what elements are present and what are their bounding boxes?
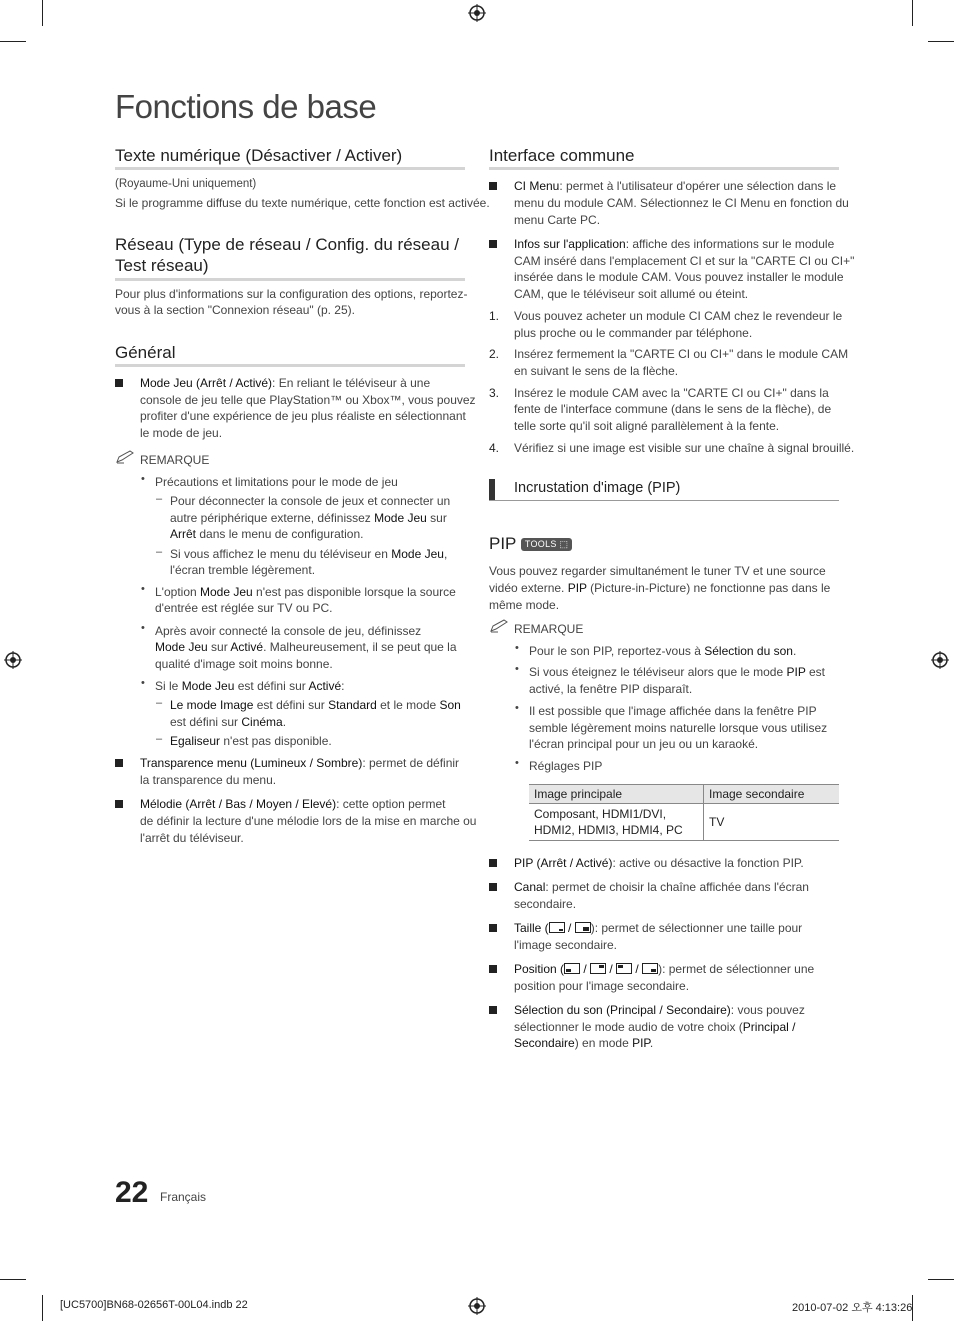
network-text-l2: vous à la section "Connexion réseau" (p. 25). xyxy=(115,303,355,317)
position-top-right-icon xyxy=(590,963,606,974)
tools-badge: TOOLS ⬚ xyxy=(521,538,572,551)
app-info-l2: CAM inséré dans l'emplacement CI et sur la "CARTE CI ou CI+" xyxy=(514,254,855,268)
game-mode-item-l1 xyxy=(140,375,430,392)
game-mode-label: Mode Jeu (Arrêt / Activé) xyxy=(140,376,273,390)
dash: – xyxy=(156,493,163,505)
transparency-item-l1: Transparence menu (Lumineux / Sombre): permet de définir xyxy=(140,756,460,770)
step-number: 2. xyxy=(489,347,500,361)
network-text-l1: Pour plus d'informations sur la configuration des options, reportez- xyxy=(115,287,468,301)
ci-menu-l3: menu Carte PC. xyxy=(514,213,601,227)
step-4: Vérifiez si une image est visible sur une chaîne à signal brouillé. xyxy=(514,441,855,455)
crop-mark xyxy=(912,0,913,26)
position-l1: Position ( / / / ): permet de sélectionner une xyxy=(514,962,815,976)
app-info-l3: insérée dans le module CAM. Vous pouvez installer le module xyxy=(514,270,844,284)
bullet-dot: • xyxy=(515,702,519,714)
melody-item-l1: Mélodie (Arrêt / Bas / Moyen / Elevé): cette option permet xyxy=(140,797,446,811)
digital-text-description: Si le programme diffuse du texte numérique, cette fonction est activée. xyxy=(115,196,490,210)
section-title-general: Général xyxy=(115,343,176,362)
ci-menu-l1: CI Menu: permet à l'utilisateur d'opérer une sélection dans le xyxy=(514,179,837,193)
position-bottom-left-icon xyxy=(564,963,580,974)
crop-mark xyxy=(928,1279,954,1280)
section-title-network-l1: Réseau (Type de réseau / Config. du réseau / xyxy=(115,235,459,254)
remark-item-1: Précautions et limitations pour le mode de jeu xyxy=(155,475,398,489)
step-2-l2: en suivant le sens de la flèche. xyxy=(514,364,679,378)
remark-item-2-l2: d'entrée est réglée sur TV ou PC. xyxy=(155,601,333,615)
size-small-icon xyxy=(549,922,565,933)
remark-label: REMARQUE xyxy=(514,622,584,636)
channel-l1: Canal: permet de choisir la chaîne affichée dans l'écran xyxy=(514,880,809,894)
section-rule xyxy=(115,167,465,170)
pip-remark-3-l3: l'écran principal pour un jeu ou un karaoké. xyxy=(529,737,759,751)
game-mode-item-l3: profiter d'une expérience de jeu plus réaliste en sélectionnant xyxy=(140,409,466,423)
melody-item-l3: l'arrêt du téléviseur. xyxy=(140,831,244,845)
sound-select-l3: Secondaire) en mode PIP. xyxy=(514,1036,654,1050)
remark-item-3-l1: Après avoir connecté la console de jeu, définissez xyxy=(155,624,422,638)
pip-remark-2-l1: Si vous éteignez le téléviseur alors que le mode PIP est xyxy=(529,665,825,679)
print-file-info: [UC5700]BN68-02656T-00L04.indb 22 xyxy=(60,1299,248,1311)
remark-sub-3-l2: est défini sur Cinéma. xyxy=(170,715,287,729)
pip-remark-4: Réglages PIP xyxy=(529,759,603,773)
bullet-square xyxy=(489,240,497,248)
bullet-square xyxy=(489,182,497,190)
section-title-network-l2: Test réseau) xyxy=(115,256,209,275)
pip-remark-1: Pour le son PIP, reportez-vous à Sélection du son. xyxy=(529,644,797,658)
remark-item-3-l2: Mode Jeu sur Activé. Malheureusement, il se peut que la xyxy=(155,640,457,654)
dash: – xyxy=(156,733,163,745)
registration-mark-icon xyxy=(931,651,949,669)
language-label: Français xyxy=(160,1190,207,1204)
pip-intro-l1: Vous pouvez regarder simultanément le tuner TV et une source xyxy=(489,564,826,578)
table-header: Image secondaire xyxy=(704,785,840,804)
section-title-digital-text: Texte numérique (Désactiver / Activer) xyxy=(115,146,403,165)
bullet-dot: • xyxy=(141,473,145,485)
dash: – xyxy=(156,546,163,558)
sound-select-l1: Sélection du son (Principal / Secondaire): vous pouvez xyxy=(514,1003,805,1017)
bullet-square xyxy=(115,759,123,767)
pip-settings-table xyxy=(529,784,839,841)
bullet-square xyxy=(115,379,123,387)
step-3-l1: Insérez le module CAM avec la "CARTE CI ou CI+" dans la xyxy=(514,386,829,400)
bullet-square xyxy=(489,965,497,973)
pip-remark-3-l1: Il est possible que l'image affichée dans la fenêtre PIP xyxy=(529,704,817,718)
bullet-square xyxy=(489,859,497,867)
bullet-dot: • xyxy=(515,642,519,654)
bullet-dot: • xyxy=(141,677,145,689)
section-rule xyxy=(115,364,465,367)
section-title-common-interface: Interface commune xyxy=(489,146,635,165)
size-large-icon xyxy=(575,922,591,933)
bullet-square xyxy=(489,924,497,932)
melody-item-l2: de définir la lecture d'une mélodie lors de la mise en marche ou xyxy=(140,814,477,828)
pencil-note-icon xyxy=(116,450,136,464)
remark-item-4: Si le Mode Jeu est défini sur Activé: xyxy=(155,679,345,693)
registration-mark-icon xyxy=(468,1297,486,1315)
registration-mark-icon xyxy=(468,4,486,22)
step-3-l3: telle sorte qu'il soit aligné parallèlement à la fente. xyxy=(514,419,780,433)
section-rule xyxy=(115,278,465,281)
crop-mark xyxy=(928,41,954,42)
size-l1: Taille ( / ): permet de sélectionner une taille pour xyxy=(514,921,803,935)
bullet-dot: • xyxy=(515,757,519,769)
game-mode-text: : En reliant le téléviseur à une xyxy=(272,376,431,390)
app-info-l1: Infos sur l'application: affiche des informations sur le module xyxy=(514,237,835,251)
pip-intro-l3: même mode. xyxy=(489,598,560,612)
subsection-title-pip: Incrustation d'image (PIP) xyxy=(514,480,681,496)
pip-remark-2-l2: activé, la fenêtre PIP disparaît. xyxy=(529,682,693,696)
registration-mark-icon xyxy=(4,651,22,669)
remark-sub-2-l2: l'écran tremble légèrement. xyxy=(170,563,316,577)
crop-mark xyxy=(42,1295,43,1321)
step-1-l2: plus proche ou le commander par téléphone. xyxy=(514,326,753,340)
page-title: Fonctions de base xyxy=(115,88,377,125)
game-mode-item-l4: le mode de jeu. xyxy=(140,426,223,440)
step-number: 4. xyxy=(489,441,500,455)
step-1-l1: Vous pouvez acheter un module CI CAM chez le revendeur le xyxy=(514,309,843,323)
crop-mark xyxy=(42,0,43,26)
bullet-dot: • xyxy=(141,583,145,595)
pip-remark-3-l2: semble légèrement moins naturelle lorsque vous utilisez xyxy=(529,721,828,735)
table-cell: TV xyxy=(704,804,840,841)
table-header: Image principale xyxy=(529,785,704,804)
remark-sub-1-l2: autre périphérique externe, définissez Mode Jeu sur xyxy=(170,511,447,525)
step-number: 3. xyxy=(489,386,500,400)
ci-menu-l2: menu du module CAM. Sélectionnez le CI Menu en fonction du xyxy=(514,196,849,210)
crop-mark xyxy=(0,41,26,42)
remark-sub-4: Egaliseur n'est pas disponible. xyxy=(170,734,332,748)
step-number: 1. xyxy=(489,309,500,323)
remark-sub-1-l1: Pour déconnecter la console de jeux et connecter un xyxy=(170,494,451,508)
transparency-item-l2: la transparence du menu. xyxy=(140,773,277,787)
step-3-l2: fente de l'interface commune (dans le sens de la flèche), de xyxy=(514,402,832,416)
channel-l2: secondaire. xyxy=(514,897,577,911)
size-l2: l'image secondaire. xyxy=(514,938,618,952)
pencil-note-icon xyxy=(490,619,510,633)
print-datetime: 2010-07-02 오후 4:13:26 xyxy=(792,1302,913,1314)
bullet-square xyxy=(115,800,123,808)
game-mode-item-l2: console de jeu telle que PlayStation™ ou Xbox™, vous pouvez xyxy=(140,393,476,407)
bullet-dot: • xyxy=(141,622,145,634)
position-l2: position pour l'image secondaire. xyxy=(514,979,690,993)
subsection-rule xyxy=(489,500,839,501)
dash: – xyxy=(156,697,163,709)
section-rule xyxy=(489,167,839,170)
table-cell: Composant, HDMI1/DVI, HDMI2, HDMI3, HDMI4, PC xyxy=(529,804,704,841)
remark-item-3-l3: qualité d'image soit moins bonne. xyxy=(155,657,333,671)
remark-sub-3-l1: Le mode Image est défini sur Standard et le mode Son xyxy=(170,698,461,712)
pip-title: PIP TOOLS ⬚ xyxy=(489,534,572,554)
page-number: 22 xyxy=(115,1176,149,1209)
sound-select-l2: sélectionner le mode audio de votre choix (Principal / xyxy=(514,1020,796,1034)
remark-label: REMARQUE xyxy=(140,453,210,467)
step-2-l1: Insérez fermement la "CARTE CI ou CI+" dans le module CAM xyxy=(514,347,849,361)
pip-intro-l2: vidéo externe. PIP (Picture-in-Picture) ne fonctionne pas dans le xyxy=(489,581,831,595)
position-top-left-icon xyxy=(616,963,632,974)
bullet-square xyxy=(489,1006,497,1014)
pip-onoff: PIP (Arrêt / Activé): active ou désactive la fonction PIP. xyxy=(514,856,804,870)
bullet-dot: • xyxy=(515,663,519,675)
remark-sub-1-l3: Arrêt dans le menu de configuration. xyxy=(170,527,364,541)
remark-item-2-l1: L'option Mode Jeu n'est pas disponible lorsque la source xyxy=(155,585,456,599)
app-info-l4: CAM, que le téléviseur soit allumé ou éteint. xyxy=(514,287,749,301)
crop-mark xyxy=(0,1279,26,1280)
position-bottom-right-icon xyxy=(642,963,658,974)
region-note: (Royaume-Uni uniquement) xyxy=(115,178,257,190)
subsection-bar xyxy=(489,479,495,500)
bullet-square xyxy=(489,883,497,891)
remark-sub-2-l1: Si vous affichez le menu du téléviseur en Mode Jeu, xyxy=(170,547,448,561)
